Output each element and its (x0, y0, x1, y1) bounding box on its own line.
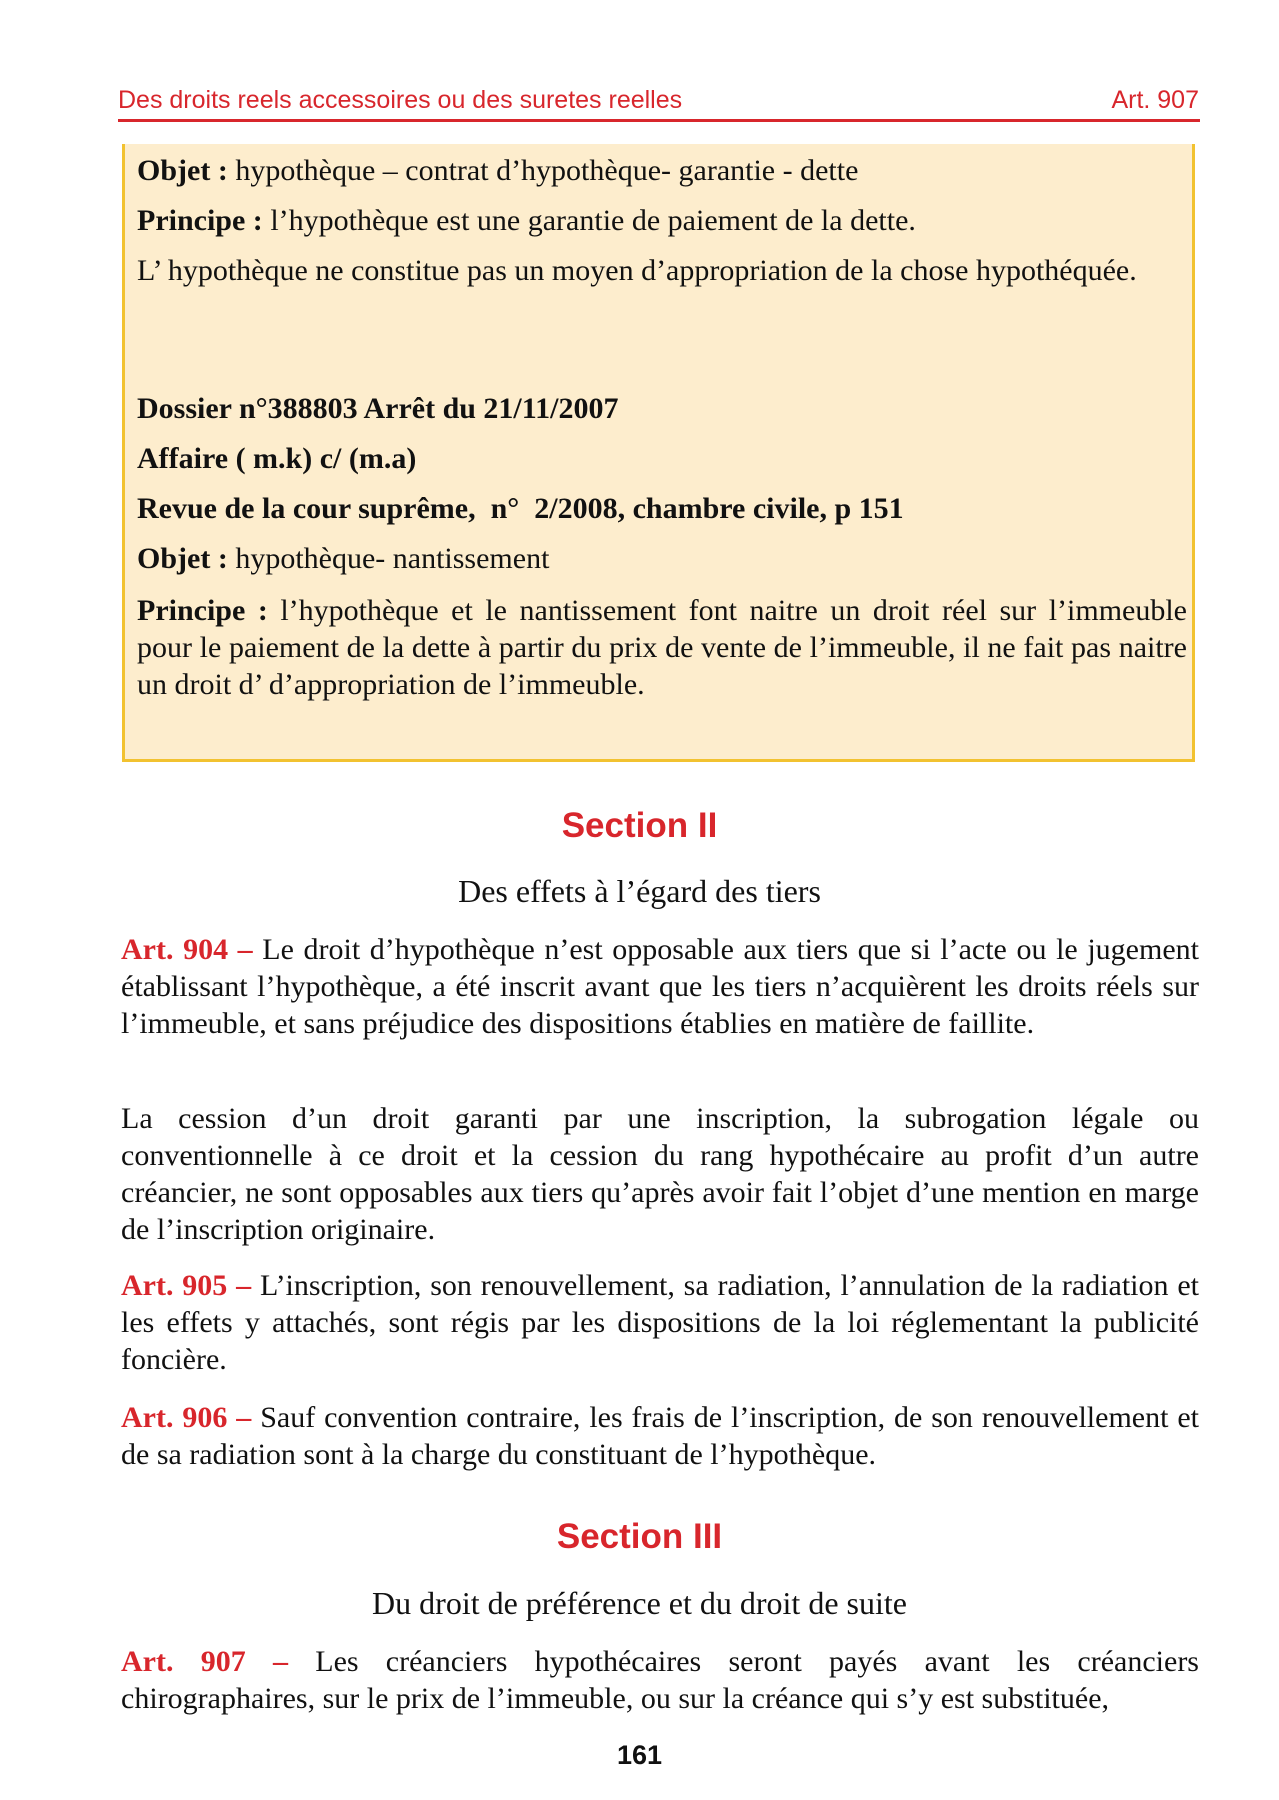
running-header-article: Art. 907 (1111, 86, 1199, 114)
text: l’hypothèque et le nantissement font naitre un droit réel sur l’immeuble pour le paiement de la dette à partir du prix de vente de l’immeuble, il ne fait pas naitre un droit d’ d’appropriation de l’immeuble. (137, 594, 1187, 701)
running-header-title: Des droits reels accessoires ou des suretes reelles (118, 86, 683, 114)
label: Objet : (137, 542, 228, 575)
art-906 (121, 1399, 1199, 1473)
section-3-title: Section III (556, 1517, 723, 1556)
header-divider (118, 119, 1200, 122)
section-2-subtitle: Des effets à l’égard des tiers (458, 873, 821, 909)
label: Objet : (137, 154, 228, 187)
text: hypothèque- nantissement (227, 542, 550, 575)
text: Les créanciers hypothécaires seront payés avant les créanciers chirographaires, sur le prix de l’immeuble, ou sur la créance qui s’y est substituée, (121, 1645, 1199, 1715)
label: Principe : (137, 204, 263, 237)
article-label: Art. 907 – (121, 1645, 288, 1678)
art-904 (121, 931, 1199, 1042)
text: Le droit d’hypothèque n’est opposable aux tiers que si l’acte ou le jugement établissant l’hypothèque, a été inscrit avant que les tiers n’acquièrent les droits réels sur l’immeuble, et sans préjudice des dispositions établies en matière de faillite. (121, 933, 1199, 1040)
art-905 (121, 1267, 1199, 1378)
box-affaire: Affaire ( m.k) c/ (m.a) (137, 442, 417, 475)
article-label: Art. 905 – (121, 1269, 252, 1302)
section-3-subtitle: Du droit de préférence et du droit de suite (372, 1585, 907, 1621)
article-label: Art. 904 – (121, 933, 253, 966)
box-objet-2 (137, 540, 1187, 577)
text: l’hypothèque est une garantie de paiement de la dette. (262, 204, 916, 237)
box-dossier: Dossier n°388803 Arrêt du 21/11/2007 (137, 392, 619, 425)
box-objet-1 (137, 152, 1187, 189)
box-revue: Revue de la cour suprême, n° 2/2008, chambre civile, p 151 (137, 492, 904, 525)
page-number: 161 (616, 1740, 663, 1770)
article-label: Art. 906 – (121, 1401, 252, 1434)
label: Principe : (137, 594, 268, 627)
art-907 (121, 1643, 1199, 1717)
art-904-paragraph-2: La cession d’un droit garanti par une inscription, la subrogation légale ou conventionnelle à ce droit et la cession du rang hypothécaire au profit d’un autre créancier, ne sont opposables aux tiers qu’après avoir fait l’objet d’une mention en marge de l’inscription originaire. (121, 1102, 1199, 1246)
section-2-title: Section II (561, 806, 718, 845)
box-principe-1 (137, 202, 1187, 239)
text: Sauf convention contraire, les frais de l’inscription, de son renouvellement et de sa radiation sont à la charge du constituant de l’hypothèque. (121, 1401, 1199, 1471)
text: L’inscription, son renouvellement, sa radiation, l’annulation de la radiation et les effets y attachés, sont régis par les dispositions de la loi réglementant la publicité foncière. (121, 1269, 1199, 1376)
box-note: L’ hypothèque ne constitue pas un moyen d’appropriation de la chose hypothéquée. (137, 254, 1137, 287)
box-principe-2 (137, 592, 1187, 703)
text: hypothèque – contrat d’hypothèque- garantie - dette (227, 154, 859, 187)
